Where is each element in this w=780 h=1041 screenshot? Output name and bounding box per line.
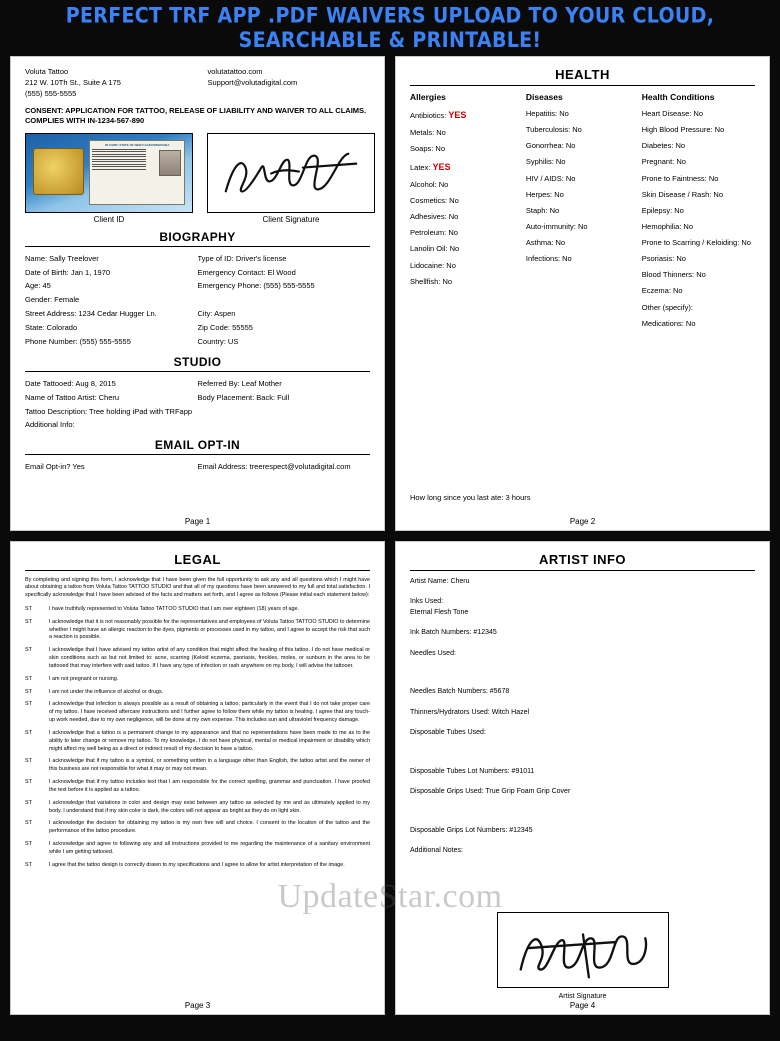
- studio-address: 212 W. 10Th St., Suite A 175: [25, 77, 121, 87]
- health-item: Psoriasis: No: [641, 254, 686, 264]
- drivers-license-art: [26, 134, 192, 212]
- clause-text: I acknowledge that I have advised my tattoo artist of any condition that might affect the healing of this tattoo. I do not have medical or skin conditions such as but not limited to: acne, scarring (Keloid eczema, psoriasis, freckles, moles, or sunburn in the area to be tattooed that may interfere with said tattoo. If I have any type of infection or rash anywhere on my body, I will advise the tattooer.: [49, 647, 370, 669]
- studio-address-col: [25, 67, 188, 100]
- clause-text: I acknowledge and agree to following any and all instructions provided to me regarding the maintenance of a sanitary environment while I am getting tattooed.: [49, 841, 370, 855]
- artist-signature-stroke: [498, 913, 668, 987]
- health-item: Prone to Scarring / Keloiding: No: [641, 238, 751, 247]
- legal-clause: [25, 800, 370, 816]
- optin-field: Email Address: treerespect@volutadigital.com: [197, 462, 351, 472]
- health-item: HIV / AIDS: No: [525, 173, 576, 183]
- ink-batch-numbers-field: Ink Batch Numbers: #12345: [410, 629, 497, 636]
- health-item: Cosmetics: No: [410, 196, 459, 206]
- studio-field: [198, 418, 371, 432]
- health-item: Hemophilia: No: [641, 221, 694, 231]
- bio-field: [198, 293, 371, 307]
- health-item: Diabetes: No: [641, 141, 686, 151]
- legal-clause: [25, 606, 370, 614]
- page-number: Page 3: [184, 1001, 211, 1010]
- studio-field: [198, 405, 371, 419]
- biography-fields: [25, 252, 370, 349]
- allergies-title: Allergies: [410, 92, 446, 102]
- health-item: Soaps: No: [410, 144, 446, 154]
- legal-clause: [25, 701, 370, 724]
- promo-banner: [0, 0, 780, 59]
- legal-clause: [25, 820, 370, 836]
- health-column-conditions: [642, 92, 755, 332]
- health-item: Petroleum: No: [410, 228, 458, 238]
- bio-field: State: Colorado: [25, 323, 78, 332]
- clause-initials: ST: [25, 729, 32, 736]
- artist-field: [410, 649, 755, 678]
- additional-notes-field: Additional Notes:: [410, 847, 463, 854]
- health-item: [410, 158, 518, 177]
- bio-field: Emergency Phone: (555) 555-5555: [197, 281, 315, 291]
- clause-text: I acknowledge that if my tattoo is a symbol, or something written in a language other than English, the tattoo artist and the owner of this business are not responsible for what it may or may not mean.: [49, 758, 370, 773]
- artist-field: [410, 767, 755, 778]
- studio-name: Voluta Tattoo: [25, 67, 69, 76]
- legal-intro-text: By completing and signing this form, I acknowledge that I have been given the full opportunity to ask any and all questions which I might have about obtaining a tattoo from Voluta Tattoo TATTOO STUDIO and that all of my questions have been answered to my full and total satisfaction. I specifically acknowledge that I have been advised of the facts and matters set forth, and I agree as follows (Please initial each statement below):: [25, 576, 370, 599]
- clause-text: I acknowledge that if my tattoo includes text that I am responsible for the correct spelling, grammar and punctuation. I have proofed the text before it is applied as a tattoo.: [49, 779, 370, 793]
- artist-field: [410, 597, 755, 618]
- clause-text: I acknowledge that variations in color and design may exist between any tattoo as selected by me and as ultimately applied to my body. I understand that if my skin color is dark, the colors will not appear as bright as they do on light skin.: [49, 799, 370, 814]
- inks-used-value: Eternal Flesh Tone: [410, 608, 469, 616]
- clause-initials: ST: [25, 758, 32, 765]
- health-header: HEALTH: [410, 67, 755, 86]
- page-2-health: [395, 56, 770, 531]
- health-item: Lidocaine: No: [410, 260, 456, 270]
- needles-batch-numbers-field: Needles Batch Numbers: #5678: [410, 688, 510, 695]
- health-item: High Blood Pressure: No: [641, 125, 725, 135]
- clause-initials: ST: [25, 618, 32, 625]
- page-number: Page 1: [184, 516, 211, 526]
- client-signature-image: [207, 133, 375, 213]
- legal-clause: [25, 730, 370, 753]
- health-item: Lanolin Oil: No: [410, 244, 460, 254]
- license-photo: [159, 150, 181, 176]
- health-item: Syphilis: No: [525, 157, 566, 167]
- health-item: Eczema: No: [641, 286, 683, 296]
- health-item: Staph: No: [525, 205, 560, 215]
- health-item: Asthma: No: [525, 238, 566, 247]
- legal-clause: [25, 862, 370, 870]
- bio-field: Zip Code: 55555: [197, 323, 253, 332]
- bio-field: Phone Number: (555) 555-5555: [25, 336, 131, 346]
- page-3-legal: [10, 541, 385, 1016]
- license-title: ID CARD: STATE OF NEW CALIFORNIOVADA: [105, 142, 170, 147]
- disposable-tubes-lot-field: Disposable Tubes Lot Numbers: #91011: [410, 767, 535, 775]
- license-card: [89, 140, 185, 206]
- legal-clause: [25, 676, 370, 684]
- thinners-used-field: Thinners/Hydrators Used: Witch Hazel: [410, 708, 530, 716]
- artist-signature-image: [497, 912, 669, 988]
- studio-field: Tattoo Description: Tree holding iPad with TRFapp: [25, 406, 193, 416]
- page-1-consent: [10, 56, 385, 531]
- clause-text: I am not pregnant or nursing.: [49, 675, 119, 682]
- clause-initials: ST: [25, 799, 32, 806]
- clause-initials: ST: [25, 688, 32, 695]
- bio-field: City: Aspen: [197, 309, 236, 319]
- health-column-allergies: [410, 92, 518, 332]
- bio-field: Emergency Contact: El Wood: [197, 267, 296, 277]
- biography-title: BIOGRAPHY: [25, 230, 370, 247]
- clause-initials: ST: [25, 675, 32, 682]
- studio-section-title: STUDIO: [25, 355, 370, 372]
- studio-field: Referred By: Leaf Mother: [197, 378, 282, 388]
- bio-field: Gender: Female: [25, 295, 80, 305]
- health-item: Blood Thinners: No: [641, 270, 706, 280]
- bio-field: Date of Birth: Jan 1, 1970: [25, 267, 111, 277]
- health-item: Medications: No: [641, 318, 696, 328]
- legal-clause: [25, 758, 370, 774]
- artist-field: [410, 826, 755, 837]
- clause-text: I agree that the tattoo design is correctly drawn to my specifications and I agree to allow for artist interpretation of the image.: [49, 861, 345, 868]
- site-watermark: UpdateStar.com: [277, 878, 503, 915]
- clause-initials: ST: [25, 820, 32, 827]
- legal-clause: [25, 647, 370, 670]
- conditions-title: Health Conditions: [641, 92, 715, 102]
- page-number: Page 2: [569, 516, 596, 526]
- needles-used-blank: [410, 659, 755, 677]
- clause-initials: ST: [25, 861, 32, 868]
- clause-text: I acknowledge that infection is always possible as a result of obtaining a tattoo, particularly in the event that I do not take proper care of my tattoo. I have received aftercare instructions and I further agree to follow them while my tattoo is healing. I agree that any touch-up work needed, due to my own negligence, will be done at my own expense. This includes sun and ultraviolet frequency damage.: [49, 701, 370, 724]
- artist-field: [410, 846, 755, 857]
- health-item: Adhesives: No: [410, 212, 459, 222]
- studio-field: Name of Tattoo Artist: Cheru: [25, 392, 120, 402]
- client-id-image: [25, 133, 193, 213]
- promo-banner-text: PERFECT TRF APP .PDF WAIVERS UPLOAD TO YOUR CLOUD, SEARCHABLE & PRINTABLE!: [65, 3, 715, 53]
- email-optin-fields: [25, 460, 370, 474]
- license-hologram: [33, 148, 85, 195]
- health-item: Heart Disease: No: [641, 109, 704, 118]
- health-item: Epilepsy: No: [641, 205, 684, 215]
- artist-field: [410, 728, 755, 757]
- optin-field: Email Opt-in? Yes: [25, 462, 85, 472]
- studio-phone: (555) 555-5555: [25, 88, 77, 98]
- bio-field: Type of ID: Driver's license: [197, 253, 287, 263]
- health-item: Pregnant: No: [641, 157, 686, 167]
- legal-clause: [25, 841, 370, 857]
- health-item: Hepatitis: No: [525, 109, 569, 118]
- health-item: [410, 106, 518, 125]
- health-item: Alcohol: No: [410, 179, 449, 189]
- client-id-caption: Client ID: [93, 214, 125, 224]
- bio-field: Street Address: 1234 Cedar Hugger Ln.: [25, 309, 157, 319]
- clause-text: I acknowledge that a tattoo is a permanent change to my appearance and that no representations have been made to me as to the ability to later change or remove my tattoo. To my knowledge, I do not have physical, mental or medical impairment or disability which might affect my well being as a direct or indirect result of my decision to have a tattoo.: [49, 729, 370, 752]
- client-signature-caption: Client Signature: [262, 214, 320, 224]
- studio-field: Date Tattooed: Aug 8, 2015: [25, 378, 116, 388]
- disposable-tubes-blank: [410, 739, 755, 757]
- clause-initials: ST: [25, 701, 32, 708]
- artist-info-header: ARTIST INFO: [410, 552, 755, 571]
- client-signature-stroke: [208, 134, 374, 213]
- health-item: Tuberculosis: No: [525, 125, 582, 135]
- studio-fields: [25, 377, 370, 433]
- bio-field: Name: Sally Treelover: [25, 253, 99, 263]
- health-item: Herpes: No: [525, 189, 564, 199]
- health-item: Auto-immunity: No: [525, 221, 588, 231]
- artist-name-field: Artist Name: Cheru: [410, 577, 470, 585]
- health-item-label: Antibiotics:: [410, 111, 447, 120]
- studio-contact-block: [25, 67, 370, 100]
- page-number: Page 4: [569, 1001, 596, 1010]
- legal-clause: [25, 689, 370, 697]
- diseases-title: Diseases: [525, 92, 563, 102]
- disposable-grips-lot-field: Disposable Grips Lot Numbers: #12345: [410, 826, 533, 834]
- page-4-artist-info: [395, 541, 770, 1016]
- health-column-diseases: [526, 92, 634, 332]
- disposable-grips-used-field: Disposable Grips Used: True Grip Foam Grip Cover: [410, 788, 571, 795]
- email-optin-title: EMAIL OPT-IN: [25, 438, 370, 455]
- inks-used-label: Inks Used:: [410, 598, 444, 605]
- health-item-value: YES: [448, 110, 467, 120]
- legal-header: LEGAL: [25, 552, 370, 571]
- health-item: Infections: No: [525, 254, 572, 264]
- health-item-value: YES: [432, 161, 451, 172]
- studio-field: Body Placement: Back: Full: [197, 392, 290, 402]
- clause-initials: ST: [25, 841, 32, 848]
- health-columns: [410, 92, 755, 332]
- health-item: Gonorrhea: No: [525, 141, 576, 151]
- artist-field: [410, 577, 755, 588]
- disposable-grips-blank: [410, 798, 755, 816]
- artist-field: [410, 687, 755, 698]
- studio-website: volutatattoo.com: [207, 67, 263, 76]
- bio-field: Age: 45: [25, 281, 51, 291]
- studio-web-col: [208, 67, 371, 100]
- legal-clause: [25, 619, 370, 642]
- last-ate-field: How long since you last ate: 3 hours: [410, 492, 531, 502]
- clause-initials: ST: [25, 647, 32, 654]
- artist-field: [410, 787, 755, 816]
- artist-field: [410, 628, 755, 639]
- needles-used-field: Needles Used:: [410, 649, 456, 657]
- studio-email: Support@volutadigital.com: [207, 77, 298, 87]
- studio-field: Additional Info:: [25, 420, 75, 430]
- clause-initials: ST: [25, 605, 32, 612]
- consent-statement: CONSENT: APPLICATION FOR TATTOO, RELEASE OF LIABILITY AND WAIVER TO ALL CLAIMS. COMPLIES WITH IN-1234-567-890: [25, 105, 367, 126]
- clause-text: I am not under the influence of alcohol or drugs.: [49, 688, 164, 695]
- health-item: Other (specify):: [641, 302, 693, 312]
- health-item: Shellfish: No: [410, 276, 453, 286]
- clause-text: I acknowledge the decision for obtaining my tattoo is my own free will and choice. I consent to the location of the tattoo and the performance of the tattoo procedure.: [49, 820, 370, 835]
- health-item: Skin Disease / Rash: No: [641, 189, 724, 199]
- disposable-tubes-used-field: Disposable Tubes Used:: [410, 729, 486, 736]
- clause-text: I have truthfully represented to Voluta Tattoo TATTOO STUDIO that I am over eighteen (18) years of age.: [49, 605, 299, 612]
- health-item: Metals: No: [410, 128, 446, 138]
- legal-clause: [25, 779, 370, 795]
- id-signature-row: [25, 133, 370, 224]
- bio-field: Country: US: [197, 336, 239, 346]
- artist-field: [410, 708, 755, 719]
- artist-signature-caption: Artist Signature: [558, 993, 607, 1000]
- health-item-label: Latex:: [410, 162, 431, 172]
- clause-text: I acknowledge that it is not reasonably possible for the representatives and employees of Voluta Tattoo TATTOO STUDIO to determine whether I might have an allergic reaction to the dyes, pigments or processes used in my tattoo, and I agree to accept the risk that such a reaction is possible.: [49, 618, 370, 641]
- clause-initials: ST: [25, 779, 32, 786]
- waiver-pages-grid: [0, 56, 780, 1025]
- health-item: Prone to Faintness: No: [641, 173, 719, 183]
